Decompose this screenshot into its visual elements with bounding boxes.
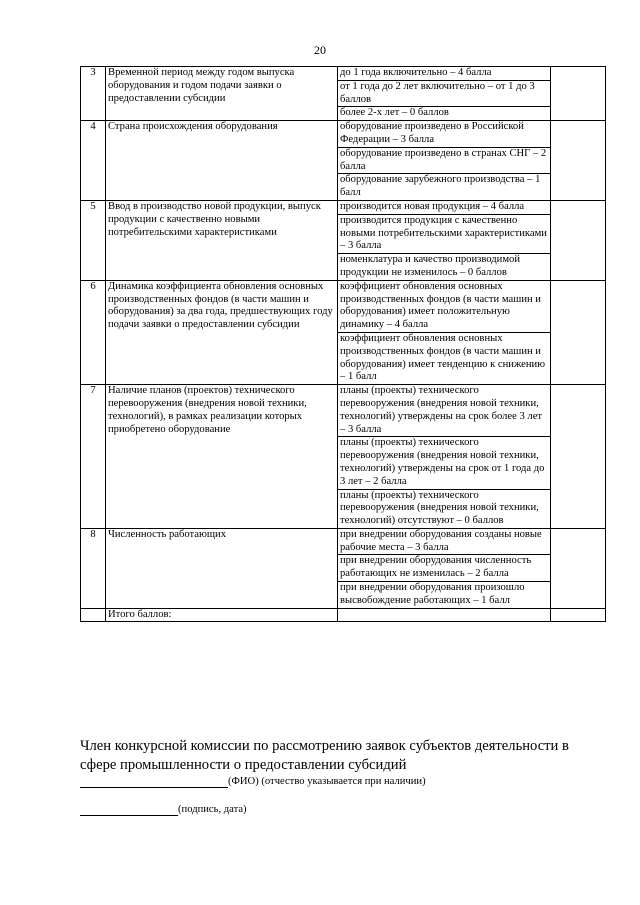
score-option: оборудование произведено в странах СНГ – 2 балла [338,147,551,174]
table-row [81,280,606,332]
score-cell[interactable] [551,528,606,608]
signature-heading: Член конкурсной комиссии по рассмотрению заявок субъектов деятельности в сфере промышленности о предоставлении субсидий [80,738,569,773]
score-cell[interactable] [551,200,606,280]
fio-label: (ФИО) (отчество указывается при наличии) [228,776,426,787]
criterion-text: Ввод в производство новой продукции, выпуск продукции с качественно новыми потребительскими характеристиками [106,200,338,280]
score-option: планы (проекты) технического перевооружения (внедрения новой техники, технологий) утверждены на срок более 3 лет – 3 балла [338,385,551,437]
score-option: оборудование зарубежного производства – 1 балл [338,174,551,201]
score-option: коэффициент обновления основных производственных фондов (в части машин и оборудования) имеет положительную динамику – 4 балла [338,280,551,332]
score-option: при внедрении оборудования созданы новые рабочие места – 3 балла [338,528,551,555]
score-option: при внедрении оборудования произошло высвобождение работающих – 1 балл [338,582,551,609]
score-cell[interactable] [551,121,606,201]
total-options-cell [338,608,551,622]
fio-blank[interactable] [80,776,228,788]
table-row [81,385,606,437]
criterion-text: Динамика коэффициента обновления основных производственных фондов (в части машин и оборудования) за два года, предшествующих году подачи заявки о предоставлении субсидии [106,280,338,384]
score-option: планы (проекты) технического перевооружения (внедрения новой техники, технологий) отсутствуют – 0 баллов [338,489,551,528]
page-number: 20 [314,43,326,57]
sign-blank[interactable] [80,804,178,816]
score-option: от 1 года до 2 лет включительно – от 1 до 3 баллов [338,80,551,107]
criterion-text: Страна происхождения оборудования [106,121,338,201]
score-option: номенклатура и качество производимой продукции не изменилось – 0 баллов [338,254,551,281]
criterion-text: Наличие планов (проектов) технического перевооружения (внедрения новой техники, технологий), в рамках реализации которых приобретено оборудование [106,385,338,529]
score-option: производится новая продукция – 4 балла [338,200,551,214]
score-option: оборудование произведено в Российской Федерации – 3 балла [338,121,551,148]
criterion-text: Временной период между годом выпуска оборудования и годом подачи заявки о предоставлении субсидии [106,67,338,121]
row-number: 4 [81,121,106,201]
sign-line [80,803,247,816]
score-cell[interactable] [551,385,606,529]
row-number: 3 [81,67,106,121]
score-cell[interactable] [551,280,606,384]
sign-label: (подпись, дата) [178,804,247,815]
total-label: Итого баллов: [106,608,338,622]
score-option: до 1 года включительно – 4 балла [338,67,551,81]
score-option: производится продукция с качественно новыми потребительскими характеристиками – 3 балла [338,214,551,253]
score-cell[interactable] [551,67,606,121]
row-number: 8 [81,528,106,608]
total-score-cell[interactable] [551,608,606,622]
table-row [81,200,606,214]
criteria-table [80,66,606,622]
row-number: 7 [81,385,106,529]
total-row [81,608,606,622]
row-number: 6 [81,280,106,384]
fio-line [80,775,426,788]
row-number: 5 [81,200,106,280]
table-row [81,67,606,81]
criterion-text: Численность работающих [106,528,338,608]
table-row [81,528,606,555]
score-option: при внедрении оборудования численность работающих не изменилась – 2 балла [338,555,551,582]
score-option: коэффициент обновления основных производственных фондов (в части машин и оборудования) имеет тенденцию к снижению – 1 балл [338,332,551,384]
score-option: более 2-х лет – 0 баллов [338,107,551,121]
total-number-cell [81,608,106,622]
table-row [81,121,606,148]
score-option: планы (проекты) технического перевооружения (внедрения новой техники, технологий) утверждены на срок от 1 года до 3 лет – 2 балла [338,437,551,489]
